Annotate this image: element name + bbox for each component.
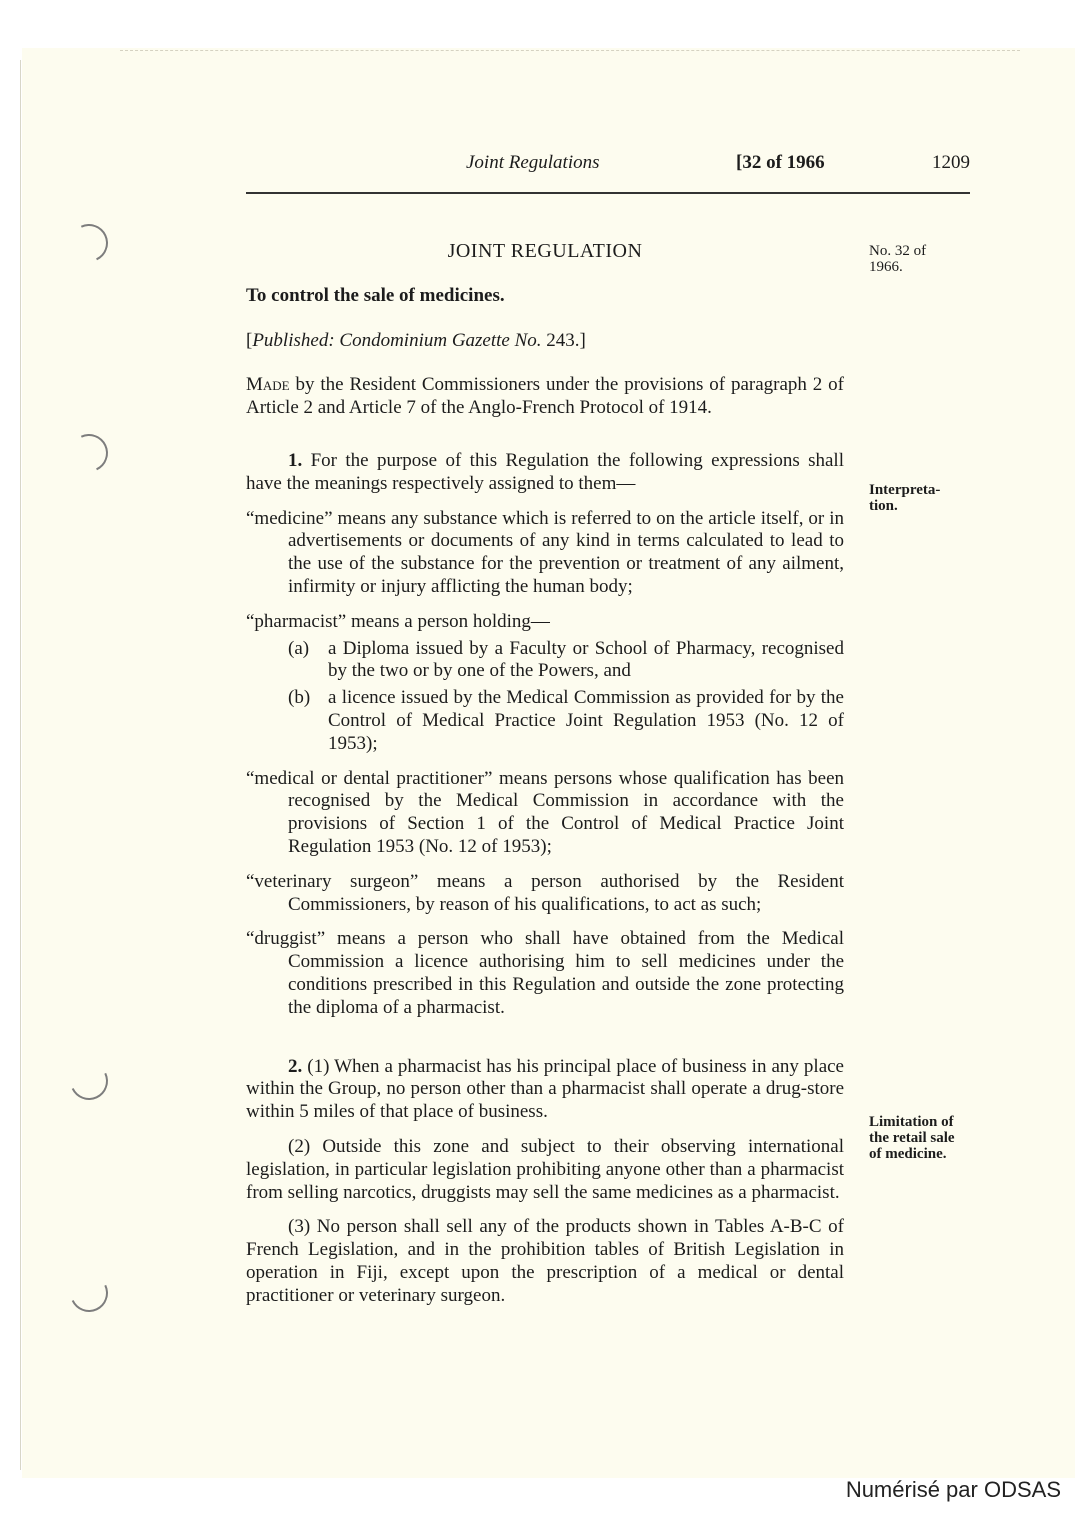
section-2-text: (1) When a pharmacist has his principal place of business in any place within the Group, no person other than a pharmacist shall operate a drug-store within 5 miles of that place of business. bbox=[246, 1055, 844, 1123]
definition-medicine: “medicine” means any substance which is referred to on the article itself, or in advertisements or documents of any kind in terms calculated to lead to the use of the substance for the prevention or treatment of any ailment, infirmity or injury afflicting the human body; bbox=[246, 507, 844, 597]
publication-open: [ bbox=[246, 329, 253, 351]
margin-note-number: No. 32 of 1966. bbox=[869, 243, 927, 275]
list-item bbox=[246, 638, 844, 684]
definition-pharmacist: “pharmacist” means a person holding— bbox=[246, 610, 550, 632]
page-edge bbox=[20, 60, 21, 1470]
header-rule bbox=[246, 192, 970, 194]
section-1-number: 1. bbox=[288, 449, 303, 471]
item-label: (a) bbox=[288, 637, 310, 659]
item-label: (b) bbox=[288, 687, 311, 709]
definition-practitioner: “medical or dental practitioner” means persons whose qualification has been recognised by the Medical Commission in accordance with the provisions of Section 1 of the Control of Medical Practice Joint Regulation 1953 (No. 12 of 1953); bbox=[246, 767, 844, 857]
item-text: a licence issued by the Medical Commission as provided for by the Control of Medical Practice Joint Regulation 1953 (No. 12 of 1953); bbox=[328, 687, 844, 754]
section-2-number: 2. bbox=[288, 1055, 303, 1077]
scan-edge-marks bbox=[120, 50, 1020, 52]
page-number: 1209 bbox=[932, 152, 970, 173]
document-body bbox=[246, 240, 844, 1319]
publication-number: 243.] bbox=[546, 329, 586, 351]
document-subtitle: To control the sale of medicines. bbox=[246, 284, 505, 306]
margin-note-limitation: Limitation of the retail sale of medicine. bbox=[869, 1114, 955, 1162]
section-2-para-2: (2) Outside this zone and subject to their observing international legislation, in particular legislation prohibiting anyone other than a pharmacist from selling narcotics, druggists may sell the same medicines as a pharmacist. bbox=[246, 1135, 844, 1203]
digitization-credit: Numérisé par ODSAS bbox=[845, 1477, 1061, 1502]
made-lead: Made bbox=[246, 374, 290, 396]
list-item bbox=[246, 687, 844, 755]
document-heading: JOINT REGULATION bbox=[447, 240, 643, 262]
section-2-para-1 bbox=[246, 1056, 844, 1124]
margin-note-interpretation: Interpreta-tion. bbox=[869, 482, 941, 514]
section-2-para-3: (3) No person shall sell any of the products shown in Tables A-B-C of French Legislation, and in the prohibition tables of British Legislation in operation in Fiji, except upon the prescription of a medical or dental practitioner or veterinary surgeon. bbox=[246, 1216, 844, 1306]
made-rest: by the Resident Commissioners under the provisions of paragraph 2 of Article 2 and Article 7 of the Anglo-French Protocol of 1914. bbox=[246, 374, 844, 419]
header-title: Joint Regulations bbox=[466, 152, 600, 173]
item-text: a Diploma issued by a Faculty or School of Pharmacy, recognised by the two or by one of the Powers, and bbox=[328, 637, 844, 682]
publication-note bbox=[246, 330, 844, 353]
running-header bbox=[246, 152, 970, 178]
publication-italic: Published: Condominium Gazette No. bbox=[252, 329, 542, 351]
definition-druggist: “druggist” means a person who shall have obtained from the Medical Commission a licence authorising him to sell medicines under the conditions prescribed in this Regulation and outside the zone protecting the diploma of a pharmacist. bbox=[246, 928, 844, 1018]
definition-veterinary: “veterinary surgeon” means a person authorised by the Resident Commissioners, by reason of his qualifications, to act as such; bbox=[246, 870, 844, 915]
enacting-clause bbox=[246, 374, 844, 420]
section-1-text: For the purpose of this Regulation the following expressions shall have the meanings respectively assigned to them— bbox=[246, 449, 844, 494]
header-issue: [32 of 1966 bbox=[736, 152, 825, 173]
section-1-intro bbox=[246, 450, 844, 496]
